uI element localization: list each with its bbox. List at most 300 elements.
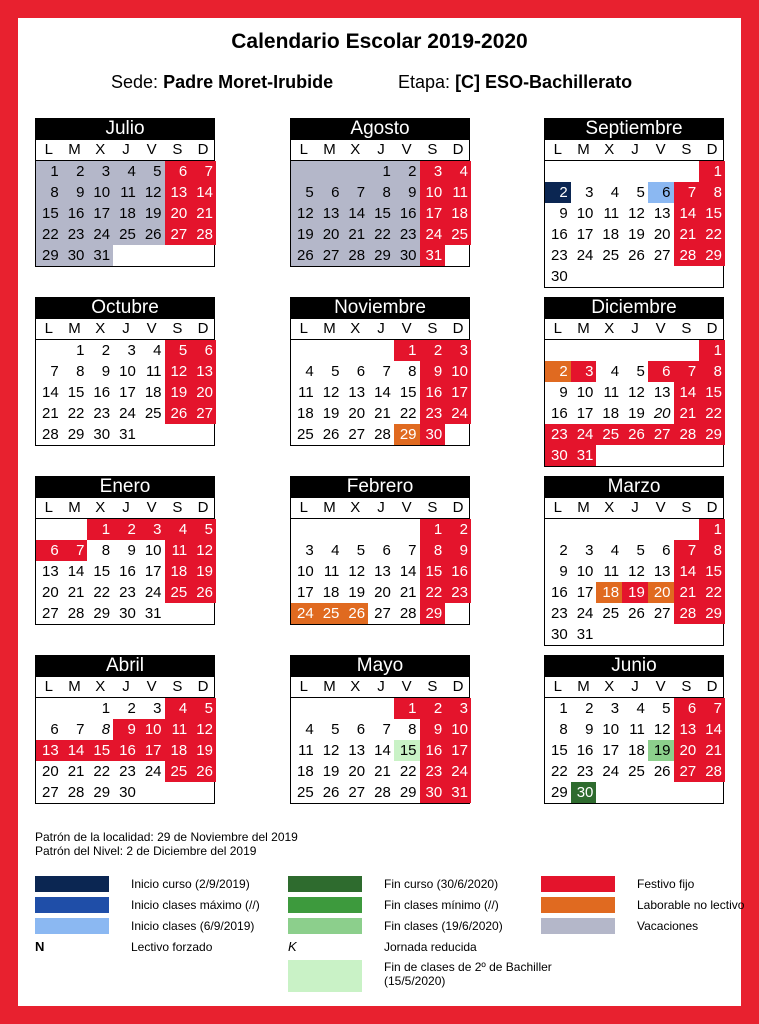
day-cell: 30: [119, 784, 136, 801]
empty-cell: [545, 161, 571, 182]
weekday-label: S: [681, 141, 692, 158]
day-cell: 21: [674, 403, 700, 424]
weekday-label: M: [68, 499, 81, 516]
empty-cell: [291, 161, 317, 182]
day-cell: 21: [699, 740, 725, 761]
day-cell: 7: [382, 721, 391, 738]
day-cell: 5: [190, 698, 216, 719]
day-cell: 1: [394, 698, 420, 719]
legend-lectivo-forzado: [35, 939, 212, 955]
day-cell: 15: [394, 740, 420, 761]
day-cell: 5: [636, 542, 645, 559]
weekday-label: M: [68, 320, 81, 337]
weekday-label: J: [377, 141, 385, 158]
page-title: Calendario Escolar 2019-2020: [231, 30, 528, 53]
month-name: Octubre: [35, 297, 215, 319]
legend-label: Fin clases (19/6/2020): [384, 919, 503, 933]
day-cell: 9: [127, 542, 136, 559]
weekday-label: J: [377, 499, 385, 516]
day-cell: 26: [190, 761, 216, 782]
day-cell: 4: [113, 161, 139, 182]
empty-cell: [545, 519, 571, 540]
day-cell: 24: [119, 405, 136, 422]
empty-cell: [62, 519, 88, 540]
day-cell: 27: [648, 424, 674, 445]
month-calendar: [290, 476, 470, 625]
day-cell: 4: [165, 519, 191, 540]
weekday-header: [544, 498, 724, 518]
weekday-header: [35, 140, 215, 160]
day-cell: 7: [382, 363, 391, 380]
day-cell: 8: [101, 542, 111, 559]
empty-cell: [622, 340, 648, 361]
day-cell: 7: [674, 182, 700, 203]
empty-cell: [674, 340, 700, 361]
day-cell: 30: [62, 245, 88, 266]
etapa-label: Etapa:: [398, 72, 451, 92]
day-cell: 11: [165, 540, 191, 561]
weekday-label: J: [122, 499, 130, 516]
weekday-label: X: [350, 678, 361, 695]
day-cell: 9: [62, 182, 88, 203]
day-cell: 1: [394, 340, 420, 361]
day-cell: 22: [699, 582, 725, 603]
weekday-label: V: [401, 141, 412, 158]
month-calendar: [290, 655, 470, 804]
legend-symbol: N: [35, 939, 45, 954]
day-cell: 30: [420, 424, 446, 445]
weekday-label: X: [604, 499, 615, 516]
day-cell: 24: [144, 584, 162, 601]
legend-swatch: [541, 897, 615, 913]
day-cell: 7: [674, 540, 700, 561]
day-cell: 16: [93, 384, 111, 401]
day-cell: 23: [420, 403, 446, 424]
day-cell: 11: [113, 182, 139, 203]
day-cell: 22: [36, 224, 62, 245]
day-cell: 27: [653, 247, 671, 264]
note-localidad: Patrón de la localidad: 29 de Noviembre del 2019: [35, 830, 298, 844]
day-cell: 24: [420, 224, 446, 245]
day-cell: 4: [331, 542, 340, 559]
day-cell: 21: [42, 405, 59, 422]
weekday-label: M: [68, 678, 81, 695]
day-cell: 29: [551, 784, 568, 801]
day-cell: 29: [399, 784, 417, 801]
day-cell: 16: [445, 561, 471, 582]
day-grid: [544, 339, 724, 467]
day-cell: 10: [602, 721, 620, 738]
weekday-label: D: [452, 499, 464, 516]
day-cell: 17: [139, 740, 165, 761]
empty-cell: [596, 161, 622, 182]
day-cell: 19: [322, 763, 340, 780]
day-cell: 2: [445, 519, 471, 540]
day-cell: 28: [674, 603, 700, 624]
day-cell: 14: [42, 384, 59, 401]
weekday-label: X: [95, 141, 106, 158]
day-cell: 14: [674, 561, 700, 582]
day-cell: 26: [628, 247, 645, 264]
day-cell: 13: [36, 740, 62, 761]
weekday-label: L: [299, 678, 309, 695]
day-cell: 7: [190, 161, 216, 182]
weekday-header: [290, 498, 470, 518]
empty-cell: [317, 519, 343, 540]
legend-label: Jornada reducida: [384, 940, 477, 954]
day-cell: 7: [342, 182, 368, 203]
weekday-label: X: [604, 678, 615, 695]
empty-cell: [291, 340, 317, 361]
weekday-label: V: [655, 678, 666, 695]
weekday-header: [290, 140, 470, 160]
day-cell: 20: [190, 382, 216, 403]
empty-cell: [622, 519, 648, 540]
empty-cell: [571, 161, 597, 182]
day-cell: 5: [139, 161, 165, 182]
day-cell: 19: [165, 382, 191, 403]
day-cell: 23: [93, 405, 111, 422]
month-name: Septiembre: [544, 118, 724, 140]
day-cell: 28: [67, 784, 85, 801]
day-cell: 29: [699, 603, 725, 624]
day-cell: 10: [297, 563, 314, 580]
empty-cell: [291, 698, 317, 719]
month-name: Diciembre: [544, 297, 724, 319]
day-cell: 23: [445, 582, 471, 603]
day-cell: 29: [36, 245, 62, 266]
legend-swatch: [288, 897, 362, 913]
month-calendar: [544, 118, 724, 288]
day-cell: 20: [165, 203, 191, 224]
day-cell: 18: [602, 405, 620, 422]
legend-swatch: [35, 876, 109, 892]
day-cell: 19: [322, 405, 340, 422]
day-cell: 26: [322, 784, 340, 801]
day-cell: 27: [374, 605, 391, 622]
day-cell: 23: [119, 584, 136, 601]
day-cell: 10: [576, 563, 594, 580]
day-cell: 3: [585, 184, 594, 201]
day-cell: 5: [331, 721, 340, 738]
weekday-label: V: [146, 141, 157, 158]
legend-label: Fin clases mínimo (//): [384, 898, 499, 912]
day-grid: [290, 518, 470, 625]
day-cell: 18: [113, 203, 139, 224]
legend-vacaciones: [541, 918, 698, 934]
empty-cell: [317, 340, 343, 361]
day-cell: 21: [374, 405, 391, 422]
weekday-header: [544, 677, 724, 697]
day-cell: 5: [356, 542, 366, 559]
day-cell: 21: [374, 763, 391, 780]
day-cell: 2: [420, 698, 446, 719]
day-cell: 22: [368, 224, 394, 245]
weekday-label: V: [655, 499, 666, 516]
weekday-label: D: [197, 678, 209, 695]
day-cell: 12: [190, 540, 216, 561]
day-cell: 18: [165, 740, 191, 761]
weekday-label: X: [95, 320, 106, 337]
day-cell: 2: [545, 182, 571, 203]
day-grid: [290, 160, 470, 267]
day-cell: 17: [576, 226, 594, 243]
legend-label: Fin curso (30/6/2020): [384, 877, 499, 891]
day-cell: 15: [420, 561, 446, 582]
day-cell: 2: [585, 700, 594, 717]
day-cell: 23: [551, 605, 568, 622]
day-cell: 19: [648, 740, 674, 761]
day-cell: 2: [62, 161, 88, 182]
day-cell: 20: [674, 740, 700, 761]
day-cell: 18: [596, 582, 622, 603]
day-cell: 24: [576, 247, 594, 264]
day-cell: 5: [165, 340, 191, 361]
day-cell: 19: [190, 561, 216, 582]
weekday-label: J: [122, 678, 130, 695]
empty-cell: [342, 698, 368, 719]
weekday-label: D: [706, 141, 718, 158]
day-cell: 15: [368, 203, 394, 224]
empty-cell: [394, 519, 420, 540]
weekday-label: D: [706, 499, 718, 516]
day-cell: 14: [374, 742, 391, 759]
day-grid: [290, 697, 470, 804]
day-cell: 12: [628, 205, 645, 222]
day-cell: 16: [119, 563, 136, 580]
day-cell: 7: [408, 542, 417, 559]
day-cell: 29: [368, 245, 394, 266]
weekday-header: [35, 319, 215, 339]
day-cell: 20: [348, 763, 366, 780]
day-cell: 25: [596, 424, 622, 445]
day-cell: 8: [699, 182, 725, 203]
day-cell: 21: [674, 224, 700, 245]
day-cell: 22: [93, 763, 111, 780]
day-cell: 11: [603, 384, 620, 401]
empty-cell: [342, 519, 368, 540]
day-cell: 13: [348, 742, 366, 759]
day-cell: 30: [394, 245, 420, 266]
weekday-header: [35, 677, 215, 697]
day-cell: 15: [67, 384, 85, 401]
day-cell: 26: [653, 763, 671, 780]
legend-symbol: K: [288, 939, 297, 954]
weekday-label: S: [172, 141, 183, 158]
day-cell: 2: [113, 519, 139, 540]
day-cell: 22: [699, 224, 725, 245]
day-cell: 31: [576, 626, 594, 643]
month-calendar: [544, 297, 724, 467]
weekday-label: D: [452, 320, 464, 337]
day-cell: 5: [190, 519, 216, 540]
day-cell: 1: [699, 161, 725, 182]
empty-cell: [36, 340, 62, 361]
day-cell: 24: [291, 603, 317, 624]
day-cell: 18: [322, 584, 340, 601]
day-cell: 25: [297, 426, 314, 443]
day-cell: 18: [602, 226, 620, 243]
day-cell: 19: [622, 582, 648, 603]
day-cell: 7: [674, 361, 700, 382]
day-cell: 23: [119, 763, 136, 780]
day-grid: [35, 339, 215, 446]
month-name: Julio: [35, 118, 215, 140]
day-cell: 12: [322, 742, 340, 759]
weekday-label: M: [577, 499, 590, 516]
day-cell: 24: [602, 763, 620, 780]
day-cell: 10: [87, 182, 113, 203]
weekday-label: J: [377, 678, 385, 695]
day-cell: 17: [445, 382, 471, 403]
weekday-label: L: [44, 499, 54, 516]
legend-inicio-curso: [35, 876, 250, 892]
day-cell: 16: [551, 584, 568, 601]
empty-cell: [62, 698, 88, 719]
legend-label: Inicio clases (6/9/2019): [131, 919, 255, 933]
legend-jornada: [288, 939, 477, 955]
day-cell: 27: [42, 784, 59, 801]
day-cell: 31: [571, 445, 597, 466]
day-cell: 4: [165, 698, 191, 719]
sede-line: [111, 72, 333, 93]
day-cell: 21: [399, 584, 417, 601]
day-cell: 16: [394, 203, 420, 224]
day-cell: 25: [297, 784, 314, 801]
month-name: Enero: [35, 476, 215, 498]
weekday-label: D: [197, 141, 209, 158]
day-cell: 22: [93, 584, 111, 601]
day-cell: 17: [576, 584, 594, 601]
day-cell: 21: [342, 224, 368, 245]
day-cell: 5: [636, 184, 645, 201]
day-cell: 25: [602, 247, 620, 264]
day-cell: 12: [628, 384, 645, 401]
day-cell: 1: [420, 519, 446, 540]
legend-fin-curso: [288, 876, 498, 892]
weekday-label: V: [146, 678, 157, 695]
day-cell: 26: [322, 426, 340, 443]
day-cell: 19: [190, 740, 216, 761]
weekday-header: [290, 677, 470, 697]
legend-label: Vacaciones: [637, 919, 699, 933]
day-cell: 22: [551, 763, 568, 780]
weekday-label: L: [44, 141, 54, 158]
day-cell: 18: [445, 203, 471, 224]
day-cell: 4: [153, 342, 162, 359]
weekday-label: M: [323, 499, 336, 516]
day-cell: 3: [87, 161, 113, 182]
day-cell: 14: [190, 182, 216, 203]
day-cell: 10: [139, 719, 165, 740]
weekday-header: [544, 319, 724, 339]
day-cell: 20: [317, 224, 343, 245]
day-cell: 12: [653, 721, 671, 738]
month-name: Noviembre: [290, 297, 470, 319]
day-cell: 11: [145, 363, 162, 380]
empty-cell: [622, 161, 648, 182]
day-cell: 29: [699, 245, 725, 266]
day-cell: 26: [165, 403, 191, 424]
day-cell: 8: [559, 721, 568, 738]
day-cell: 8: [76, 363, 85, 380]
weekday-label: L: [299, 499, 309, 516]
weekday-label: X: [95, 678, 106, 695]
month-name: Mayo: [290, 655, 470, 677]
weekday-label: X: [350, 499, 361, 516]
day-cell: 12: [348, 563, 366, 580]
day-cell: 11: [603, 205, 620, 222]
day-cell: 25: [317, 603, 343, 624]
day-cell: 31: [420, 245, 446, 266]
weekday-label: M: [68, 141, 81, 158]
day-cell: 13: [653, 205, 671, 222]
weekday-label: L: [553, 320, 563, 337]
etapa-value: [C] ESO-Bachillerato: [455, 72, 633, 92]
day-cell: 30: [551, 268, 568, 285]
day-cell: 25: [628, 763, 645, 780]
legend-swatch: [35, 918, 109, 934]
day-cell: 26: [342, 603, 368, 624]
legend-fin-min: [288, 897, 499, 913]
month-calendar: [544, 476, 724, 646]
month-calendar: [544, 655, 724, 804]
day-cell: 27: [165, 224, 191, 245]
weekday-label: M: [323, 320, 336, 337]
legend-fin-bach: [288, 960, 579, 992]
day-cell: 17: [297, 584, 314, 601]
day-cell: 21: [674, 582, 700, 603]
month-calendar: [35, 118, 215, 267]
empty-cell: [545, 340, 571, 361]
weekday-label: S: [427, 678, 438, 695]
day-cell: 21: [67, 763, 85, 780]
day-cell: 19: [291, 224, 317, 245]
weekday-label: L: [299, 320, 309, 337]
legend-swatch: [288, 918, 362, 934]
day-cell: 24: [576, 605, 594, 622]
weekday-label: S: [681, 499, 692, 516]
weekday-label: D: [706, 678, 718, 695]
day-cell: 29: [699, 424, 725, 445]
weekday-label: V: [655, 320, 666, 337]
empty-cell: [648, 161, 674, 182]
day-grid: [35, 697, 215, 804]
day-cell: 7: [76, 721, 85, 738]
legend-label: Inicio clases máximo (//): [131, 898, 260, 912]
day-cell: 3: [127, 342, 136, 359]
day-cell: 8: [36, 182, 62, 203]
weekday-label: V: [401, 499, 412, 516]
day-cell: 10: [119, 363, 136, 380]
day-grid: [290, 339, 470, 446]
day-cell: 8: [408, 721, 417, 738]
day-cell: 12: [139, 182, 165, 203]
weekday-label: J: [631, 320, 639, 337]
day-cell: 2: [127, 700, 136, 717]
day-cell: 8: [368, 182, 394, 203]
day-cell: 9: [113, 719, 139, 740]
day-cell: 14: [374, 384, 391, 401]
day-cell: 10: [420, 182, 446, 203]
day-cell: 1: [76, 342, 85, 359]
weekday-header: [35, 498, 215, 518]
day-cell: 17: [602, 742, 620, 759]
day-cell: 3: [571, 361, 597, 382]
day-cell: 11: [323, 563, 340, 580]
day-cell: 11: [298, 384, 314, 401]
legend-label: Festivo fijo: [637, 877, 695, 891]
